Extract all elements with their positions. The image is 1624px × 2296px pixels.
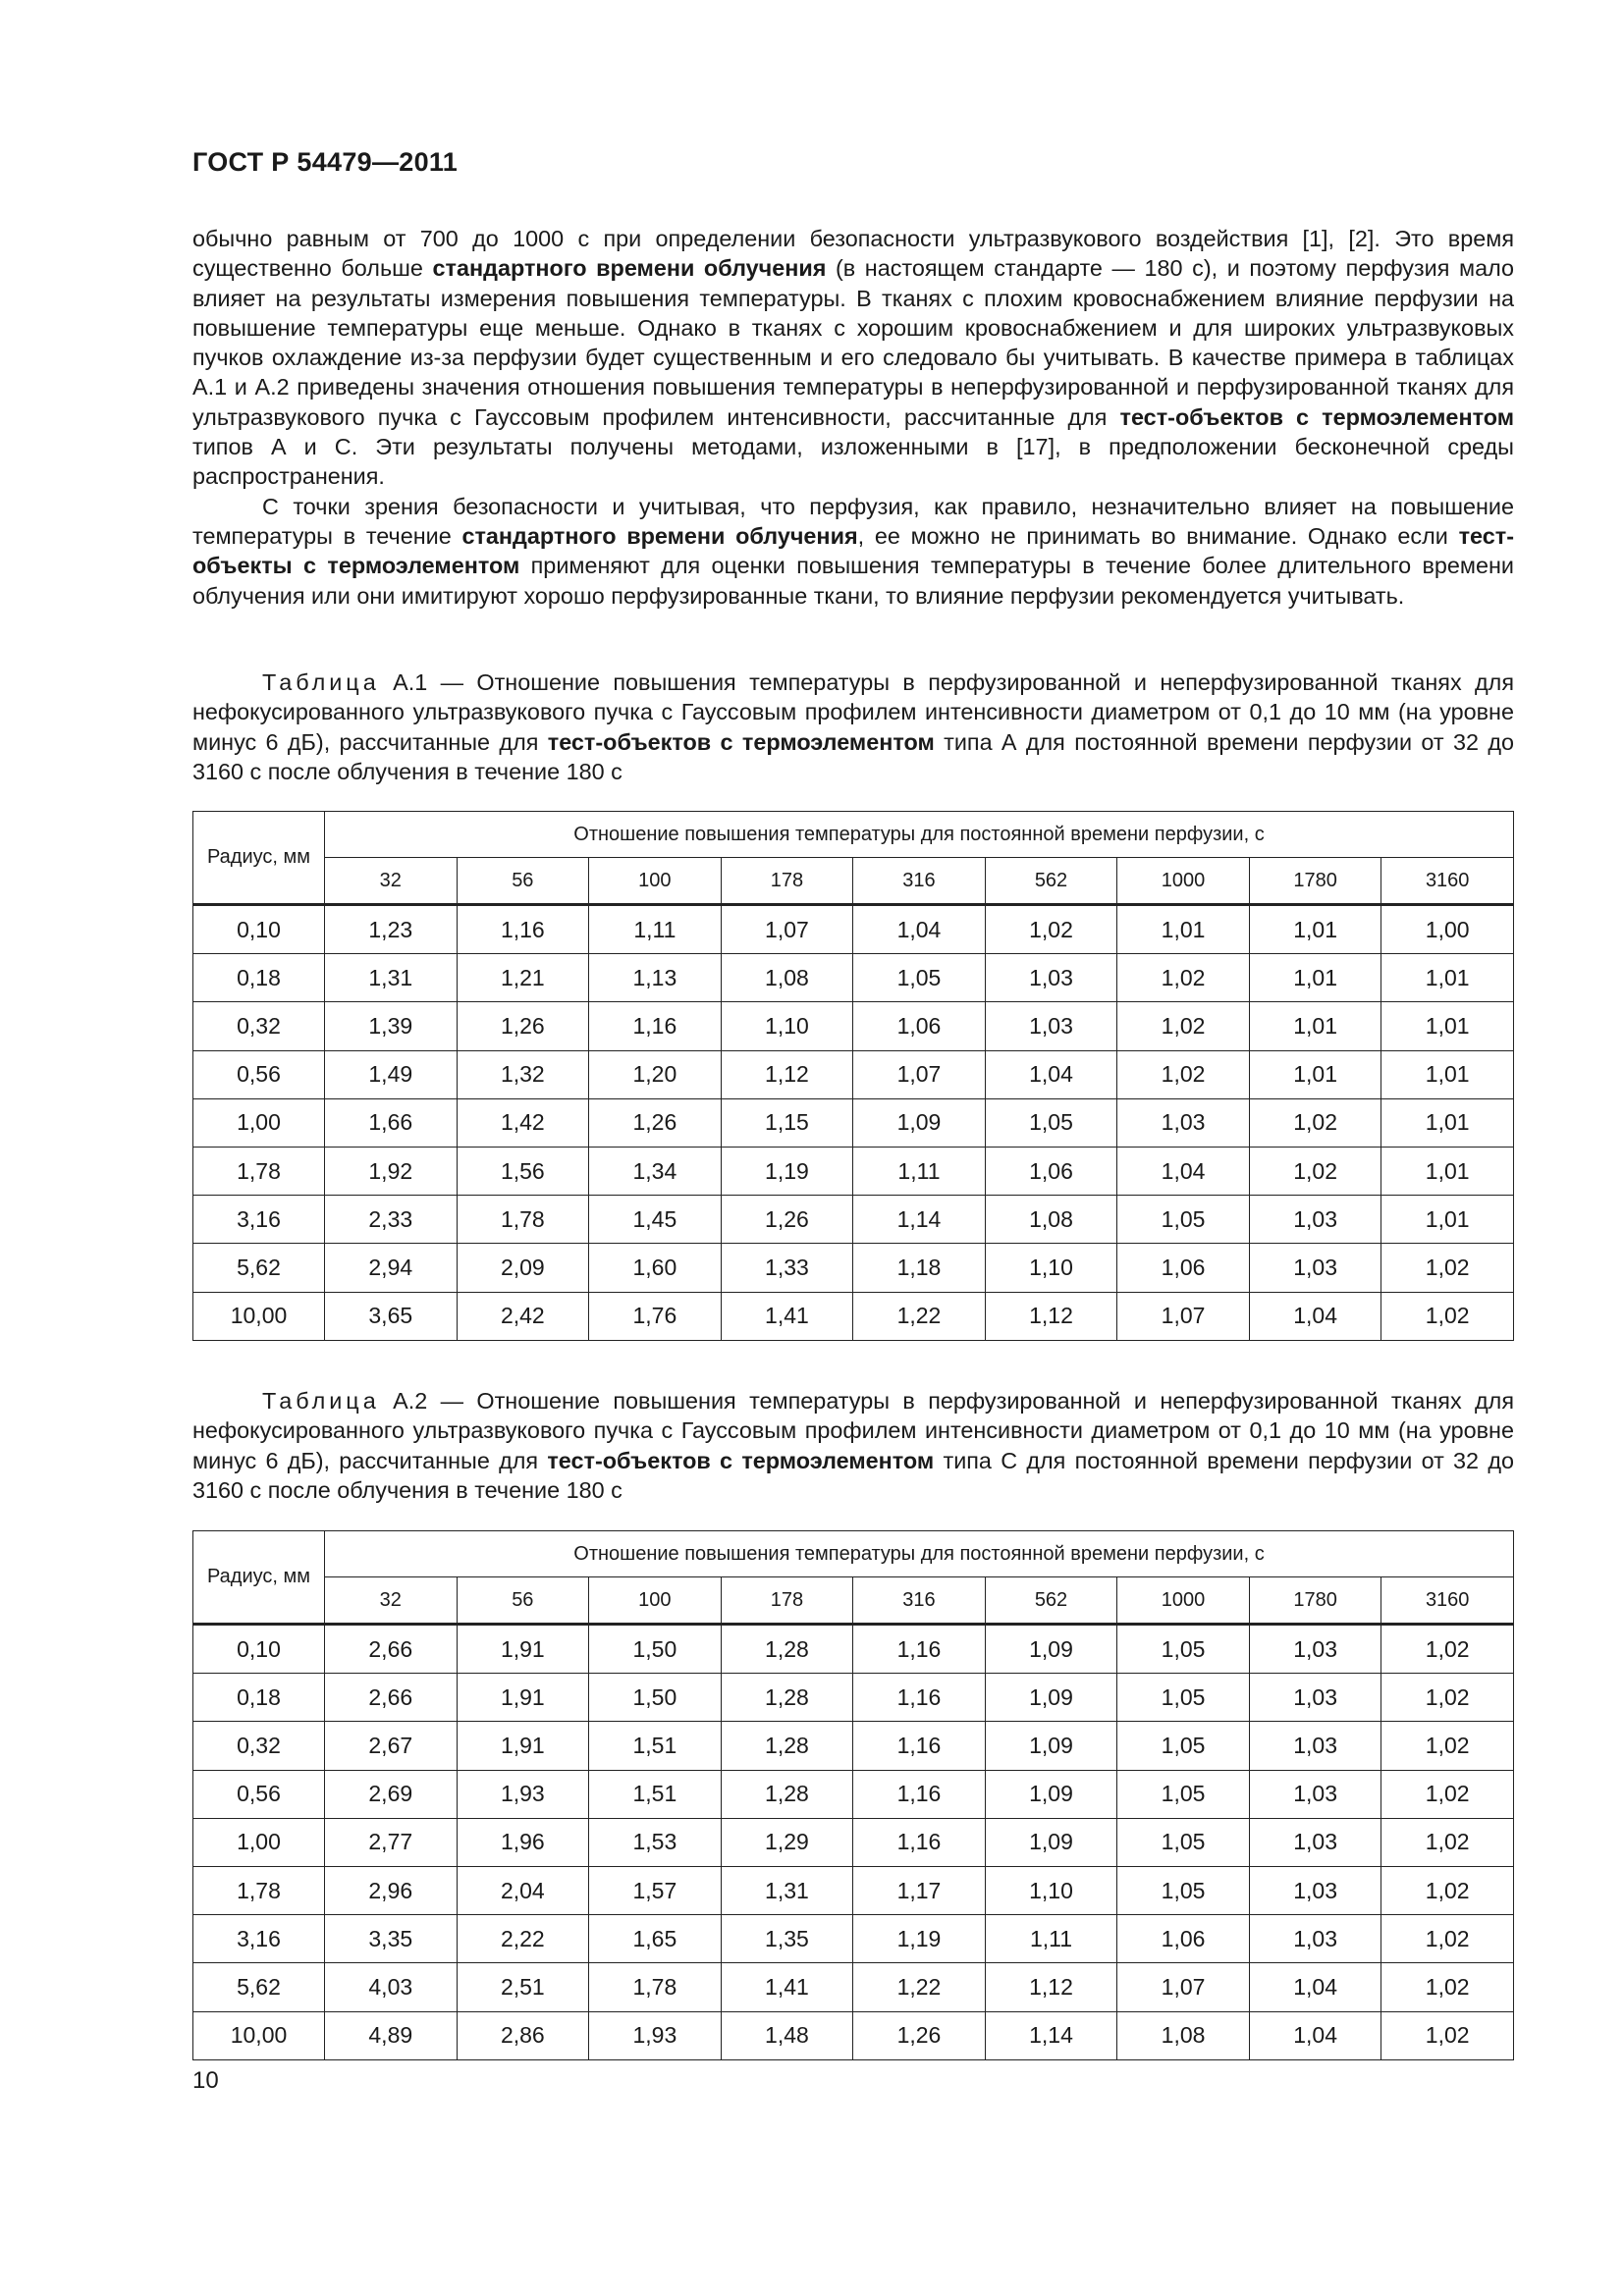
perfusion-time-header: 316 <box>853 1577 986 1625</box>
ratio-cell: 1,41 <box>721 1292 853 1340</box>
ratio-cell: 1,04 <box>985 1050 1117 1098</box>
ratio-cell: 2,22 <box>457 1915 589 1963</box>
ratio-cell: 1,45 <box>589 1196 722 1244</box>
ratio-cell: 1,03 <box>1249 1674 1381 1722</box>
ratio-cell: 1,05 <box>1117 1722 1250 1770</box>
table-row <box>193 1722 1514 1770</box>
ratio-cell: 1,03 <box>1249 1770 1381 1818</box>
table-row <box>193 1002 1514 1050</box>
ratio-cell: 1,16 <box>853 1674 986 1722</box>
ratio-cell: 1,05 <box>985 1098 1117 1147</box>
perfusion-time-header: 32 <box>325 858 458 905</box>
ratio-cell: 1,12 <box>721 1050 853 1098</box>
ratio-cell: 1,04 <box>1249 1292 1381 1340</box>
ratio-cell: 1,02 <box>1249 1098 1381 1147</box>
ratio-cell: 1,03 <box>985 1002 1117 1050</box>
perfusion-time-header: 56 <box>457 858 589 905</box>
table-row <box>193 1915 1514 1963</box>
ratio-cell: 1,39 <box>325 1002 458 1050</box>
ratio-cell: 1,23 <box>325 905 458 954</box>
ratio-cell: 1,02 <box>1117 1050 1250 1098</box>
ratio-cell: 1,03 <box>1249 1196 1381 1244</box>
ratio-cell: 1,02 <box>1381 1674 1514 1722</box>
table-row <box>193 1147 1514 1195</box>
ratio-cell: 1,08 <box>1117 2011 1250 2059</box>
radius-column-header: Радиус, мм <box>193 812 325 905</box>
perfusion-time-header: 3160 <box>1381 858 1514 905</box>
ratio-cell: 1,09 <box>985 1625 1117 1674</box>
ratio-cell: 1,03 <box>1117 1098 1250 1147</box>
ratio-cell: 1,78 <box>589 1963 722 2011</box>
ratio-cell: 1,07 <box>1117 1292 1250 1340</box>
ratio-cell: 1,60 <box>589 1244 722 1292</box>
table-row <box>193 1818 1514 1866</box>
bold-term: стандартного времени облучения <box>432 255 827 282</box>
table2-caption-text <box>192 1388 1514 1503</box>
ratio-cell: 1,10 <box>985 1244 1117 1292</box>
table1-caption-text <box>192 669 1514 784</box>
ratio-cell: 1,02 <box>1381 1722 1514 1770</box>
table-row <box>193 1292 1514 1340</box>
ratio-cell: 1,42 <box>457 1098 589 1147</box>
radius-cell: 1,00 <box>193 1098 325 1147</box>
ratio-cell: 2,86 <box>457 2011 589 2059</box>
perfusion-group-header: Отношение повышения температуры для постоянной времени перфузии, с <box>325 1531 1514 1577</box>
ratio-cell: 1,03 <box>1249 1244 1381 1292</box>
ratio-cell: 1,01 <box>1381 1002 1514 1050</box>
ratio-cell: 1,01 <box>1117 905 1250 954</box>
ratio-cell: 1,32 <box>457 1050 589 1098</box>
ratio-cell: 1,07 <box>1117 1963 1250 2011</box>
table-row <box>193 2011 1514 2059</box>
ratio-cell: 1,66 <box>325 1098 458 1147</box>
perfusion-time-header: 1780 <box>1249 858 1381 905</box>
table-row <box>193 1098 1514 1147</box>
radius-cell: 1,78 <box>193 1147 325 1195</box>
ratio-cell: 1,09 <box>853 1098 986 1147</box>
ratio-cell: 1,01 <box>1249 905 1381 954</box>
ratio-cell: 1,22 <box>853 1963 986 2011</box>
ratio-cell: 1,02 <box>1249 1147 1381 1195</box>
bold-term: тест-объектов с термоэлементом <box>1119 403 1514 430</box>
ratio-cell: 1,21 <box>457 954 589 1002</box>
table-row <box>193 1674 1514 1722</box>
radius-cell: 0,18 <box>193 1674 325 1722</box>
perfusion-time-header: 1780 <box>1249 1577 1381 1625</box>
ratio-cell: 1,06 <box>985 1147 1117 1195</box>
radius-cell: 0,10 <box>193 1625 325 1674</box>
ratio-cell: 1,10 <box>721 1002 853 1050</box>
table-row <box>193 1866 1514 1914</box>
ratio-cell: 1,31 <box>721 1866 853 1914</box>
ratio-cell: 1,20 <box>589 1050 722 1098</box>
ratio-cell: 1,05 <box>1117 1866 1250 1914</box>
ratio-cell: 4,03 <box>325 1963 458 2011</box>
intro-text <box>192 224 1514 611</box>
ratio-cell: 1,11 <box>985 1915 1117 1963</box>
ratio-cell: 1,05 <box>853 954 986 1002</box>
radius-column-header: Радиус, мм <box>193 1531 325 1625</box>
ratio-cell: 1,05 <box>1117 1196 1250 1244</box>
ratio-cell: 1,28 <box>721 1674 853 1722</box>
ratio-cell: 1,02 <box>1381 1292 1514 1340</box>
table-row <box>193 954 1514 1002</box>
perfusion-time-header: 100 <box>589 858 722 905</box>
radius-cell: 5,62 <box>193 1244 325 1292</box>
perfusion-time-header: 562 <box>985 858 1117 905</box>
ratio-cell: 1,02 <box>1381 1818 1514 1866</box>
ratio-cell: 1,19 <box>853 1915 986 1963</box>
ratio-cell: 1,16 <box>853 1625 986 1674</box>
ratio-cell: 1,04 <box>1117 1147 1250 1195</box>
ratio-cell: 1,16 <box>853 1770 986 1818</box>
ratio-cell: 1,07 <box>721 905 853 954</box>
ratio-cell: 1,91 <box>457 1722 589 1770</box>
ratio-cell: 1,17 <box>853 1866 986 1914</box>
ratio-cell: 1,02 <box>1381 1866 1514 1914</box>
ratio-cell: 1,06 <box>1117 1244 1250 1292</box>
ratio-cell: 1,26 <box>853 2011 986 2059</box>
ratio-cell: 1,04 <box>853 905 986 954</box>
ratio-cell: 1,01 <box>1381 1050 1514 1098</box>
text-run: типа С для постоянной времени перфузии от 32 до 3160 с после облучения в течение 180 с <box>192 1447 1514 1503</box>
ratio-cell: 1,16 <box>589 1002 722 1050</box>
table-row <box>193 1050 1514 1098</box>
ratio-cell: 1,09 <box>985 1770 1117 1818</box>
bold-term: тест-объекты с термоэлементом <box>192 522 1514 579</box>
ratio-cell: 1,02 <box>1117 1002 1250 1050</box>
ratio-cell: 1,03 <box>1249 1866 1381 1914</box>
ratio-cell: 1,78 <box>457 1196 589 1244</box>
table1-caption <box>192 667 1514 786</box>
perfusion-time-header-row <box>193 1577 1514 1625</box>
perfusion-time-header: 316 <box>853 858 986 905</box>
table-a2 <box>192 1530 1514 2060</box>
ratio-cell: 1,09 <box>985 1674 1117 1722</box>
ratio-cell: 2,42 <box>457 1292 589 1340</box>
radius-cell: 0,32 <box>193 1722 325 1770</box>
ratio-cell: 1,35 <box>721 1915 853 1963</box>
table-row <box>193 1625 1514 1674</box>
ratio-cell: 1,02 <box>1381 1963 1514 2011</box>
ratio-cell: 1,76 <box>589 1292 722 1340</box>
radius-cell: 5,62 <box>193 1963 325 2011</box>
ratio-cell: 1,06 <box>853 1002 986 1050</box>
table1-caption-label: Таблица <box>262 669 380 695</box>
ratio-cell: 1,53 <box>589 1818 722 1866</box>
radius-cell: 3,16 <box>193 1196 325 1244</box>
ratio-cell: 1,51 <box>589 1770 722 1818</box>
perfusion-time-header: 178 <box>721 1577 853 1625</box>
bold-term: стандартного времени облучения <box>461 522 858 549</box>
ratio-cell: 1,02 <box>1381 1770 1514 1818</box>
radius-cell: 3,16 <box>193 1915 325 1963</box>
ratio-cell: 1,14 <box>853 1196 986 1244</box>
ratio-cell: 1,01 <box>1381 1147 1514 1195</box>
page-number: 10 <box>192 2067 219 2094</box>
intro-paragraph-2 <box>192 492 1514 611</box>
ratio-cell: 1,15 <box>721 1098 853 1147</box>
ratio-cell: 3,65 <box>325 1292 458 1340</box>
ratio-cell: 2,66 <box>325 1625 458 1674</box>
ratio-cell: 1,02 <box>1381 1915 1514 1963</box>
ratio-cell: 1,09 <box>985 1818 1117 1866</box>
ratio-cell: 2,69 <box>325 1770 458 1818</box>
ratio-cell: 1,26 <box>457 1002 589 1050</box>
document-header: ГОСТ Р 54479—2011 <box>192 147 459 177</box>
ratio-cell: 1,12 <box>985 1292 1117 1340</box>
ratio-cell: 1,01 <box>1381 1098 1514 1147</box>
ratio-cell: 1,01 <box>1381 954 1514 1002</box>
radius-cell: 1,78 <box>193 1866 325 1914</box>
ratio-cell: 1,48 <box>721 2011 853 2059</box>
ratio-cell: 1,03 <box>1249 1625 1381 1674</box>
ratio-cell: 1,28 <box>721 1770 853 1818</box>
ratio-cell: 1,12 <box>985 1963 1117 2011</box>
ratio-cell: 1,28 <box>721 1625 853 1674</box>
ratio-cell: 2,94 <box>325 1244 458 1292</box>
ratio-cell: 1,05 <box>1117 1625 1250 1674</box>
ratio-cell: 1,33 <box>721 1244 853 1292</box>
ratio-cell: 1,93 <box>589 2011 722 2059</box>
ratio-cell: 2,67 <box>325 1722 458 1770</box>
ratio-cell: 1,08 <box>985 1196 1117 1244</box>
perfusion-time-header: 1000 <box>1117 858 1250 905</box>
ratio-cell: 1,05 <box>1117 1674 1250 1722</box>
ratio-cell: 1,05 <box>1117 1818 1250 1866</box>
ratio-cell: 1,16 <box>853 1818 986 1866</box>
bold-term: тест-объектов с термоэлементом <box>547 728 935 755</box>
ratio-cell: 2,77 <box>325 1818 458 1866</box>
ratio-cell: 1,28 <box>721 1722 853 1770</box>
ratio-cell: 1,02 <box>985 905 1117 954</box>
table2-caption <box>192 1386 1514 1505</box>
perfusion-group-header: Отношение повышения температуры для постоянной времени перфузии, с <box>325 812 1514 858</box>
text-run: А.1 — Отношение повышения температуры в перфузированной и неперфузированной тканях для нефокусированного ультразвукового пучка с Гауссовым профилем интенсивности диаметром от 0,1 до 10 мм (на уровне минус 6 дБ), рассчитанные для <box>192 669 1514 755</box>
text-run: применяют для оценки повышения температуры в течение более длительного времени облучения или они имитируют хорошо перфузированные ткани, то влияние перфузии рекомендуется учитывать. <box>192 553 1514 609</box>
ratio-cell: 2,33 <box>325 1196 458 1244</box>
ratio-cell: 1,04 <box>1249 2011 1381 2059</box>
radius-cell: 1,00 <box>193 1818 325 1866</box>
ratio-cell: 1,02 <box>1381 1244 1514 1292</box>
table-row <box>193 1196 1514 1244</box>
ratio-cell: 1,05 <box>1117 1770 1250 1818</box>
radius-cell: 10,00 <box>193 2011 325 2059</box>
radius-cell: 0,32 <box>193 1002 325 1050</box>
ratio-cell: 1,11 <box>589 905 722 954</box>
ratio-cell: 1,57 <box>589 1866 722 1914</box>
ratio-cell: 1,16 <box>853 1722 986 1770</box>
table-row <box>193 1963 1514 2011</box>
perfusion-time-header: 56 <box>457 1577 589 1625</box>
ratio-cell: 1,41 <box>721 1963 853 2011</box>
radius-cell: 0,18 <box>193 954 325 1002</box>
ratio-cell: 1,13 <box>589 954 722 1002</box>
ratio-cell: 1,02 <box>1381 2011 1514 2059</box>
ratio-cell: 1,19 <box>721 1147 853 1195</box>
ratio-cell: 1,03 <box>1249 1722 1381 1770</box>
text-run: , ее можно не принимать во внимание. Однако если <box>857 522 1459 549</box>
ratio-cell: 1,22 <box>853 1292 986 1340</box>
text-run: типа А для постоянной времени перфузии от 32 до 3160 с после облучения в течение 180 с <box>192 728 1515 784</box>
perfusion-time-header: 3160 <box>1381 1577 1514 1625</box>
ratio-cell: 1,18 <box>853 1244 986 1292</box>
ratio-cell: 1,31 <box>325 954 458 1002</box>
radius-cell: 10,00 <box>193 1292 325 1340</box>
ratio-cell: 1,08 <box>721 954 853 1002</box>
perfusion-time-header: 32 <box>325 1577 458 1625</box>
ratio-cell: 1,01 <box>1249 1002 1381 1050</box>
text-run: С точки зрения безопасности и учитывая, что перфузия, как правило, незначительно влияет на повышение температуры в течение <box>192 493 1514 549</box>
text-run: обычно равным от 700 до 1000 с при определении безопасности ультразвукового воздействия [1], [2]. Это время существенно больше <box>192 226 1514 282</box>
ratio-cell: 2,66 <box>325 1674 458 1722</box>
radius-cell: 0,10 <box>193 905 325 954</box>
intro-paragraph-1 <box>192 224 1514 492</box>
text-run: А.2 — Отношение повышения температуры в перфузированной и неперфузированной тканях для нефокусированного ультразвукового пучка с Гауссовым профилем интенсивности диаметром от 0,1 до 10 мм (на уровне минус 6 дБ), рассчитанные для <box>192 1388 1514 1473</box>
ratio-cell: 3,35 <box>325 1915 458 1963</box>
perfusion-time-header: 1000 <box>1117 1577 1250 1625</box>
table2-caption-label: Таблица <box>262 1388 380 1414</box>
ratio-cell: 1,34 <box>589 1147 722 1195</box>
ratio-cell: 1,09 <box>985 1722 1117 1770</box>
ratio-cell: 1,26 <box>589 1098 722 1147</box>
table-a1 <box>192 811 1514 1341</box>
ratio-cell: 4,89 <box>325 2011 458 2059</box>
ratio-cell: 1,10 <box>985 1866 1117 1914</box>
table-row <box>193 905 1514 954</box>
ratio-cell: 1,26 <box>721 1196 853 1244</box>
perfusion-time-header: 100 <box>589 1577 722 1625</box>
ratio-cell: 1,01 <box>1381 1196 1514 1244</box>
ratio-cell: 1,01 <box>1249 954 1381 1002</box>
ratio-cell: 2,96 <box>325 1866 458 1914</box>
ratio-cell: 1,49 <box>325 1050 458 1098</box>
ratio-cell: 1,03 <box>1249 1818 1381 1866</box>
ratio-cell: 2,09 <box>457 1244 589 1292</box>
ratio-cell: 2,04 <box>457 1866 589 1914</box>
ratio-cell: 1,14 <box>985 2011 1117 2059</box>
ratio-cell: 1,03 <box>1249 1915 1381 1963</box>
ratio-cell: 1,02 <box>1117 954 1250 1002</box>
table-row <box>193 1244 1514 1292</box>
ratio-cell: 1,02 <box>1381 1625 1514 1674</box>
ratio-cell: 1,50 <box>589 1625 722 1674</box>
ratio-cell: 1,07 <box>853 1050 986 1098</box>
ratio-cell: 1,01 <box>1249 1050 1381 1098</box>
text-run: типов А и С. Эти результаты получены методами, изложенными в [17], в предположении бесконечной среды распространения. <box>192 434 1514 490</box>
perfusion-time-header-row <box>193 858 1514 905</box>
ratio-cell: 1,03 <box>985 954 1117 1002</box>
ratio-cell: 1,91 <box>457 1625 589 1674</box>
ratio-cell: 2,51 <box>457 1963 589 2011</box>
table-row <box>193 1770 1514 1818</box>
ratio-cell: 1,00 <box>1381 905 1514 954</box>
ratio-cell: 1,16 <box>457 905 589 954</box>
ratio-cell: 1,91 <box>457 1674 589 1722</box>
ratio-cell: 1,11 <box>853 1147 986 1195</box>
ratio-cell: 1,50 <box>589 1674 722 1722</box>
radius-cell: 0,56 <box>193 1050 325 1098</box>
ratio-cell: 1,04 <box>1249 1963 1381 2011</box>
text-run: (в настоящем стандарте — 180 с), и поэтому перфузия мало влияет на результаты измерения повышения температуры. В тканях с плохим кровоснабжением влияние перфузии на повышение температуры еще меньше. Однако в тканях с хорошим кровоснабжением и для широких ультразвуковых пучков охлаждение из-за перфузии будет существенным и его следовало бы учитывать. В качестве примера в таблицах А.1 и А.2 приведены значения отношения повышения температуры в неперфузированной и перфузированной тканях для ультразвукового пучка с Гауссовым профилем интенсивности, рассчитанные для <box>192 255 1514 430</box>
radius-cell: 0,56 <box>193 1770 325 1818</box>
ratio-cell: 1,65 <box>589 1915 722 1963</box>
ratio-cell: 1,56 <box>457 1147 589 1195</box>
ratio-cell: 1,06 <box>1117 1915 1250 1963</box>
ratio-cell: 1,92 <box>325 1147 458 1195</box>
perfusion-time-header: 178 <box>721 858 853 905</box>
bold-term: тест-объектов с термоэлементом <box>547 1447 935 1473</box>
ratio-cell: 1,51 <box>589 1722 722 1770</box>
perfusion-time-header: 562 <box>985 1577 1117 1625</box>
ratio-cell: 1,93 <box>457 1770 589 1818</box>
ratio-cell: 1,96 <box>457 1818 589 1866</box>
ratio-cell: 1,29 <box>721 1818 853 1866</box>
